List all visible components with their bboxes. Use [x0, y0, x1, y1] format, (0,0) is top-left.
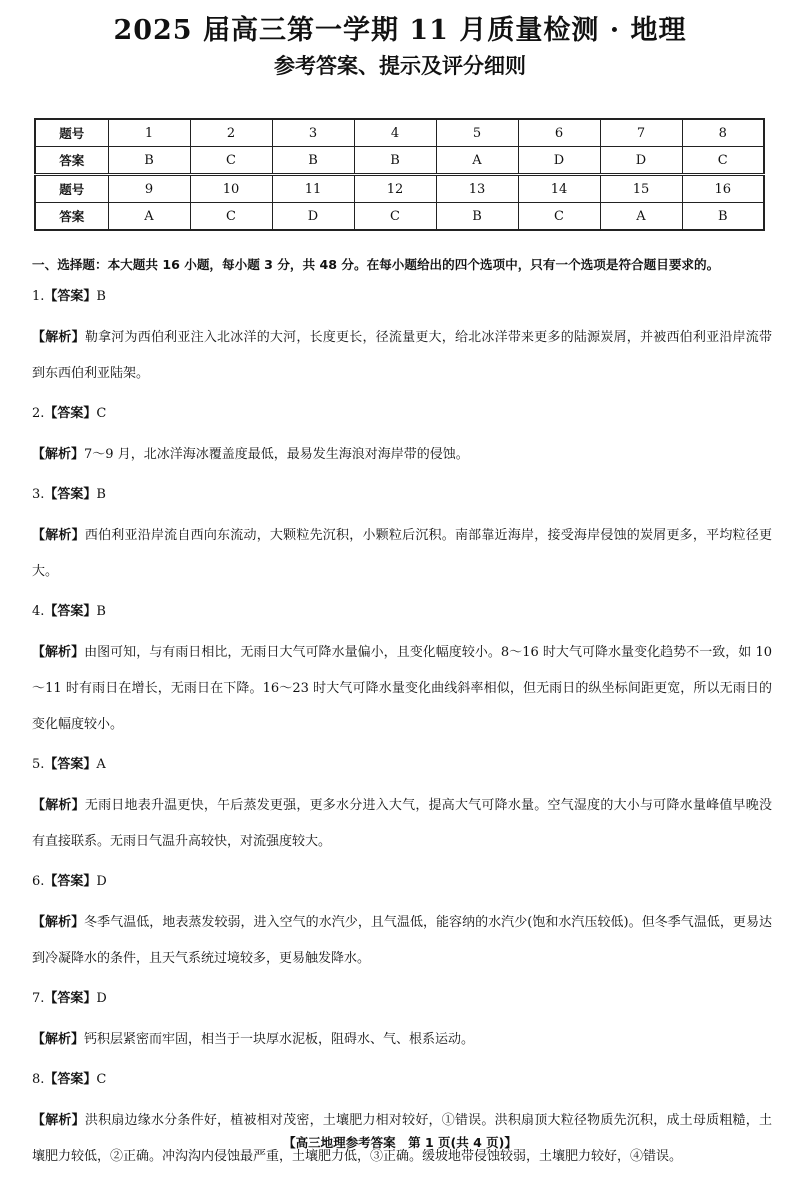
analysis-paragraph — [32, 635, 772, 743]
question-answer-line — [32, 1071, 772, 1089]
answer-cell: D — [518, 147, 600, 175]
answer-cell: A — [600, 203, 682, 231]
analysis-tag: 【解析】 — [32, 528, 85, 543]
analysis-paragraph — [32, 788, 772, 860]
question-number-cell: 10 — [190, 175, 272, 203]
answer-tag: 【答案】 — [44, 604, 97, 619]
row-label-number: 题号 — [35, 119, 108, 147]
analysis-text: 7～9 月，北冰洋海冰覆盖度最低，最易发生海浪对海岸带的侵蚀。 — [84, 447, 469, 462]
analysis-tag: 【解析】 — [32, 330, 85, 345]
analysis-tag: 【解析】 — [32, 798, 85, 813]
row-label-answer: 答案 — [35, 147, 108, 175]
answer-cell: A — [436, 147, 518, 175]
document-title: 2025 届高三第一学期 11 月质量检测 · 地理 — [113, 15, 687, 46]
analysis-text: 西伯利亚沿岸流自西向东流动，大颗粒先沉积，小颗粒后沉积。南部靠近海岸，接受海岸侵蚀的炭屑更多，平均粒径更大。 — [32, 528, 772, 579]
question-number: 8. — [32, 1072, 45, 1087]
analysis-tag: 【解析】 — [32, 1032, 85, 1047]
answer-tag: 【答案】 — [44, 874, 97, 889]
question-number-cell: 2 — [190, 119, 272, 147]
question-explanation — [32, 405, 772, 473]
answer-row — [35, 203, 764, 231]
answer-cell: C — [190, 147, 272, 175]
answer-tag: 【答案】 — [44, 991, 97, 1006]
question-answer-line — [32, 873, 772, 891]
answer-tag: 【答案】 — [44, 487, 97, 502]
analysis-tag: 【解析】 — [32, 915, 85, 930]
question-number-cell: 7 — [600, 119, 682, 147]
answer-value: A — [96, 757, 106, 772]
question-number-cell: 13 — [436, 175, 518, 203]
answer-value: B — [96, 289, 106, 304]
answer-cell: B — [272, 147, 354, 175]
question-explanation — [32, 990, 772, 1058]
question-number-cell: 5 — [436, 119, 518, 147]
question-explanation — [32, 1071, 772, 1175]
document-subtitle: 参考答案、提示及评分细则 — [274, 53, 526, 78]
question-explanation — [32, 756, 772, 860]
question-number: 5. — [32, 757, 45, 772]
page-footer: 【高三地理参考答案 第 1 页(共 4 页)】 — [283, 1135, 517, 1150]
analysis-text: 冬季气温低，地表蒸发较弱，进入空气的水汽少，且气温低，能容纳的水汽少(饱和水汽压较低)。但冬季气温低，更易达到冷凝降水的条件，且天气系统过境较多，更易触发降水。 — [32, 915, 772, 966]
analysis-paragraph — [32, 905, 772, 977]
section-heading: 一、选择题：本大题共 16 小题，每小题 3 分，共 48 分。在每小题给出的四个选项中，只有一个选项是符合题目要求的。 — [32, 257, 720, 272]
analysis-text: 钙积层紧密而牢固，相当于一块厚水泥板，阻碍水、气、根系运动。 — [84, 1032, 475, 1047]
answer-value: B — [96, 487, 106, 502]
answer-value: C — [96, 1072, 107, 1087]
question-number-cell: 1 — [108, 119, 190, 147]
answer-tag: 【答案】 — [44, 1072, 97, 1087]
answer-tag: 【答案】 — [44, 406, 97, 421]
answer-value: D — [96, 874, 107, 889]
question-number-cell: 8 — [682, 119, 764, 147]
answer-explanations — [32, 288, 772, 1188]
question-number: 7. — [32, 991, 45, 1006]
analysis-text: 无雨日地表升温更快，午后蒸发更强，更多水分进入大气，提高大气可降水量。空气湿度的大小与可降水量峰值早晚没有直接联系。无雨日气温升高较快，对流强度较大。 — [32, 798, 772, 849]
question-number-cell: 16 — [682, 175, 764, 203]
question-number-cell: 14 — [518, 175, 600, 203]
question-answer-line — [32, 486, 772, 504]
answer-cell: D — [600, 147, 682, 175]
answer-cell: C — [354, 203, 436, 231]
analysis-tag: 【解析】 — [32, 447, 85, 462]
analysis-tag: 【解析】 — [32, 1113, 85, 1128]
analysis-text: 勒拿河为西伯利亚注入北冰洋的大河，长度更长，径流量更大，给北冰洋带来更多的陆源炭屑，并被西伯利亚沿岸流带到东西伯利亚陆架。 — [32, 330, 772, 381]
question-number-cell: 9 — [108, 175, 190, 203]
analysis-text: 洪积扇边缘水分条件好，植被相对茂密，土壤肥力相对较好，①错误。洪积扇顶大粒径物质先沉积，成土母质粗糙，土壤肥力较低，②正确。冲沟沟内侵蚀最严重，土壤肥力低，③正确。缓坡地带侵蚀较弱，土壤肥力较好，④错误。 — [32, 1113, 772, 1164]
question-answer-line — [32, 603, 772, 621]
question-number-cell: 12 — [354, 175, 436, 203]
answer-value: B — [96, 604, 106, 619]
answer-cell: C — [518, 203, 600, 231]
question-number: 3. — [32, 487, 45, 502]
answer-cell: D — [272, 203, 354, 231]
question-answer-line — [32, 756, 772, 774]
question-number: 2. — [32, 406, 45, 421]
answer-cell: C — [190, 203, 272, 231]
analysis-text: 由图可知，与有雨日相比，无雨日大气可降水量偏小，且变化幅度较小。8～16 时大气可降水量变化趋势不一致，如 10～11 时有雨日在增长，无雨日在下降。16～23 时大气可降水量变化曲线斜率相似，但无雨日的纵坐标间距更宽，所以无雨日的变化幅度较小。 — [32, 645, 772, 732]
question-answer-line — [32, 405, 772, 423]
answer-cell: B — [682, 203, 764, 231]
analysis-paragraph — [32, 1022, 772, 1058]
answer-cell: B — [436, 203, 518, 231]
question-number-cell: 15 — [600, 175, 682, 203]
answer-value: D — [96, 991, 107, 1006]
analysis-tag: 【解析】 — [32, 645, 85, 660]
answer-value: C — [96, 406, 107, 421]
row-label-number: 题号 — [35, 175, 108, 203]
analysis-paragraph — [32, 320, 772, 392]
answer-cell: B — [354, 147, 436, 175]
answer-key-table — [34, 118, 765, 231]
analysis-paragraph — [32, 437, 772, 473]
answer-tag: 【答案】 — [44, 757, 97, 772]
question-answer-line — [32, 990, 772, 1008]
question-number-row — [35, 175, 764, 203]
question-explanation — [32, 603, 772, 743]
answer-row — [35, 147, 764, 175]
question-number-cell: 3 — [272, 119, 354, 147]
answer-cell: A — [108, 203, 190, 231]
analysis-paragraph — [32, 518, 772, 590]
question-number-row — [35, 119, 764, 147]
question-explanation — [32, 288, 772, 392]
row-label-answer: 答案 — [35, 203, 108, 231]
question-number-cell: 6 — [518, 119, 600, 147]
question-answer-line — [32, 288, 772, 306]
question-explanation — [32, 873, 772, 977]
question-number: 6. — [32, 874, 45, 889]
question-number-cell: 11 — [272, 175, 354, 203]
question-number: 4. — [32, 604, 45, 619]
answer-cell: C — [682, 147, 764, 175]
question-explanation — [32, 486, 772, 590]
answer-cell: B — [108, 147, 190, 175]
question-number: 1. — [32, 289, 45, 304]
question-number-cell: 4 — [354, 119, 436, 147]
answer-tag: 【答案】 — [44, 289, 97, 304]
